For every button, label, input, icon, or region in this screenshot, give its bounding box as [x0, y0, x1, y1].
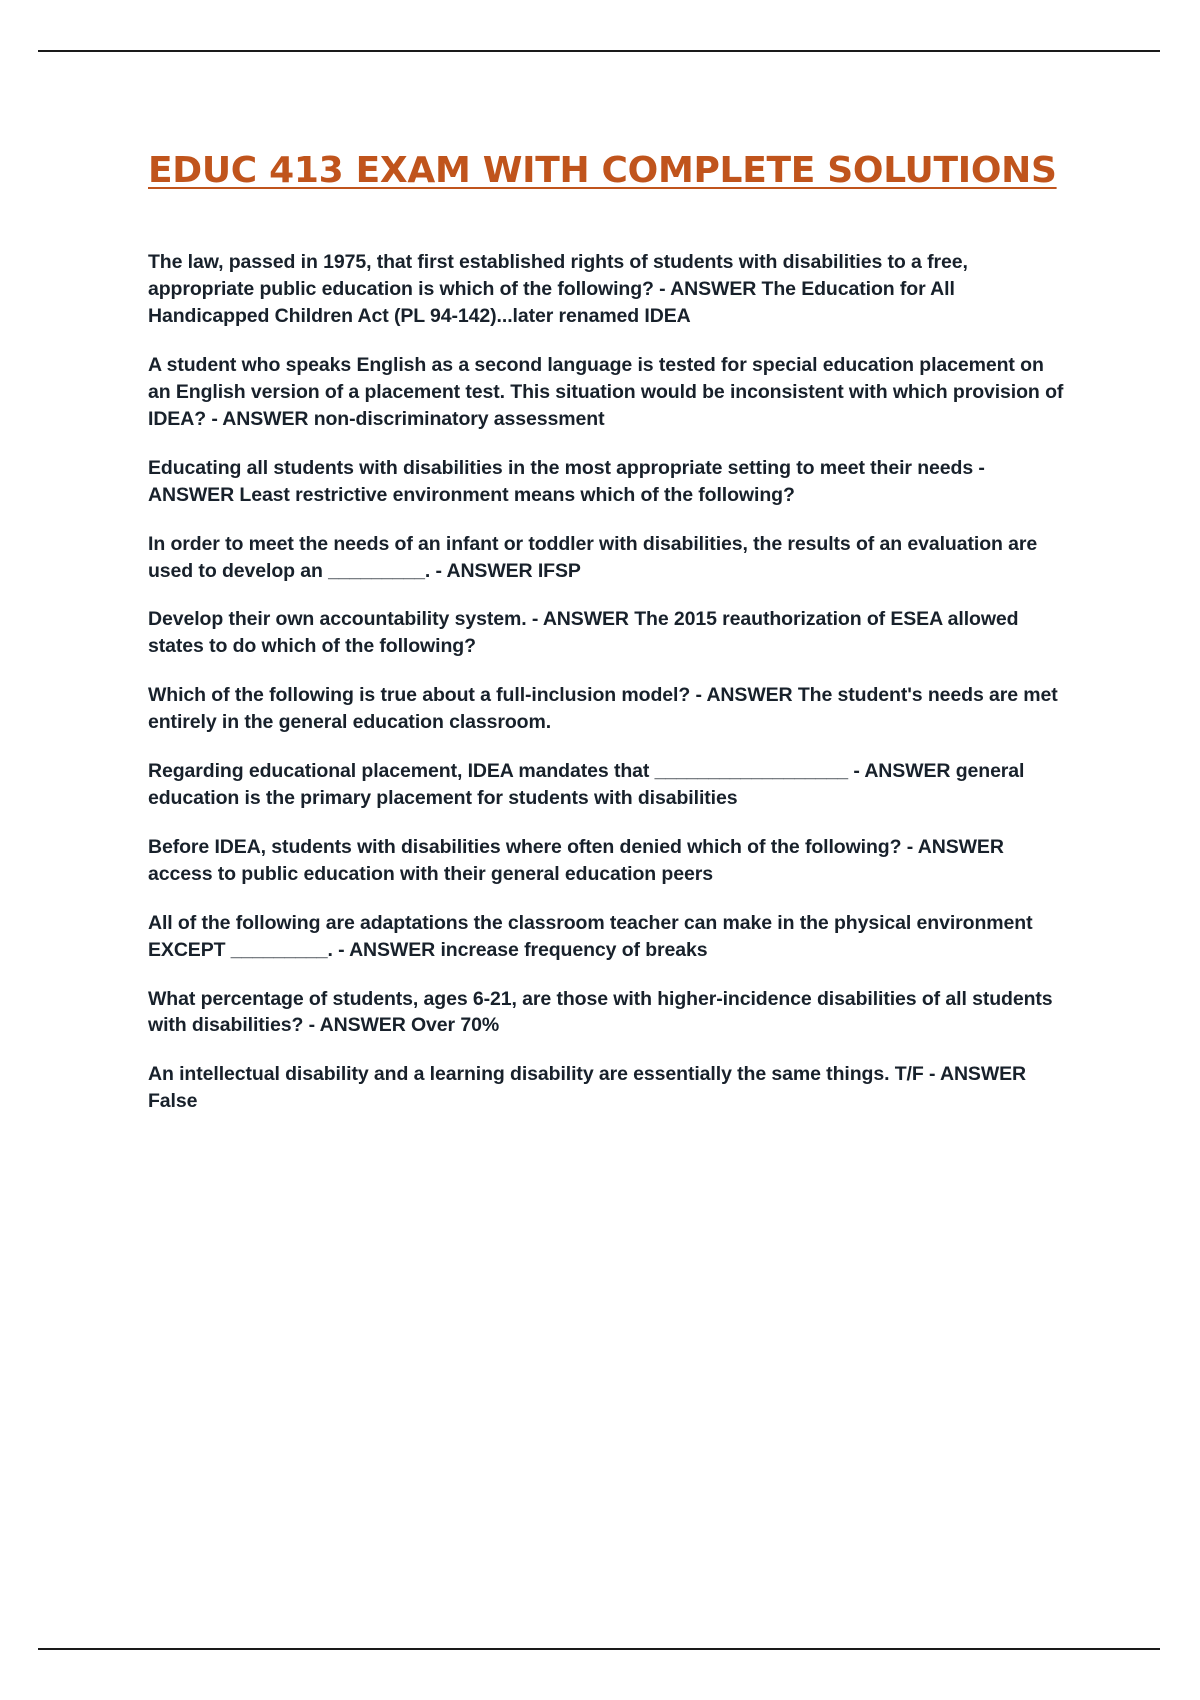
qa-item: Which of the following is true about a full-inclusion model? - ANSWER The student's needs are met entirely in the general education classroom.: [148, 684, 1058, 734]
qa-list: [148, 249, 1068, 1115]
document-content: [148, 150, 1068, 1115]
qa-item: A student who speaks English as a second language is tested for special education placement on an English version of a placement test. This situation would be inconsistent with which provision of IDEA? - ANSWER non-discriminatory assessment: [148, 354, 1064, 430]
page-title: EDUC 413 EXAM WITH COMPLETE SOLUTIONS: [148, 150, 1057, 191]
page-bottom-divider: [38, 1648, 1160, 1650]
qa-item: What percentage of students, ages 6-21, are those with higher-incidence disabilities of all students with disabilities? - ANSWER Over 70%: [148, 987, 1053, 1037]
page-top-divider: [38, 50, 1160, 52]
qa-item: All of the following are adaptations the classroom teacher can make in the physical environment EXCEPT _________. - ANSWER increase frequency of breaks: [148, 911, 1033, 961]
qa-item: An intellectual disability and a learning disability are essentially the same things. T/F - ANSWER False: [148, 1063, 1027, 1113]
qa-item: Regarding educational placement, IDEA mandates that __________________ - ANSWER general education is the primary placement for students with disabilities: [148, 760, 1025, 809]
qa-item: Before IDEA, students with disabilities where often denied which of the following? - ANSWER access to public education with their general education peers: [148, 835, 1004, 885]
qa-item: Develop their own accountability system. - ANSWER The 2015 reauthorization of ESEA allowed states to do which of the following?: [148, 608, 1019, 658]
qa-item: The law, passed in 1975, that first established rights of students with disabilities to a free, appropriate public education is which of the following? - ANSWER The Education for All Handicapped Children Act (PL 94-142)...later renamed IDEA: [148, 251, 968, 328]
qa-item: Educating all students with disabilities in the most appropriate setting to meet their needs - ANSWER Least restrictive environment means which of the following?: [148, 456, 985, 506]
qa-item: In order to meet the needs of an infant or toddler with disabilities, the results of an evaluation are used to develop an _________. - ANSWER IFSP: [148, 532, 1038, 582]
